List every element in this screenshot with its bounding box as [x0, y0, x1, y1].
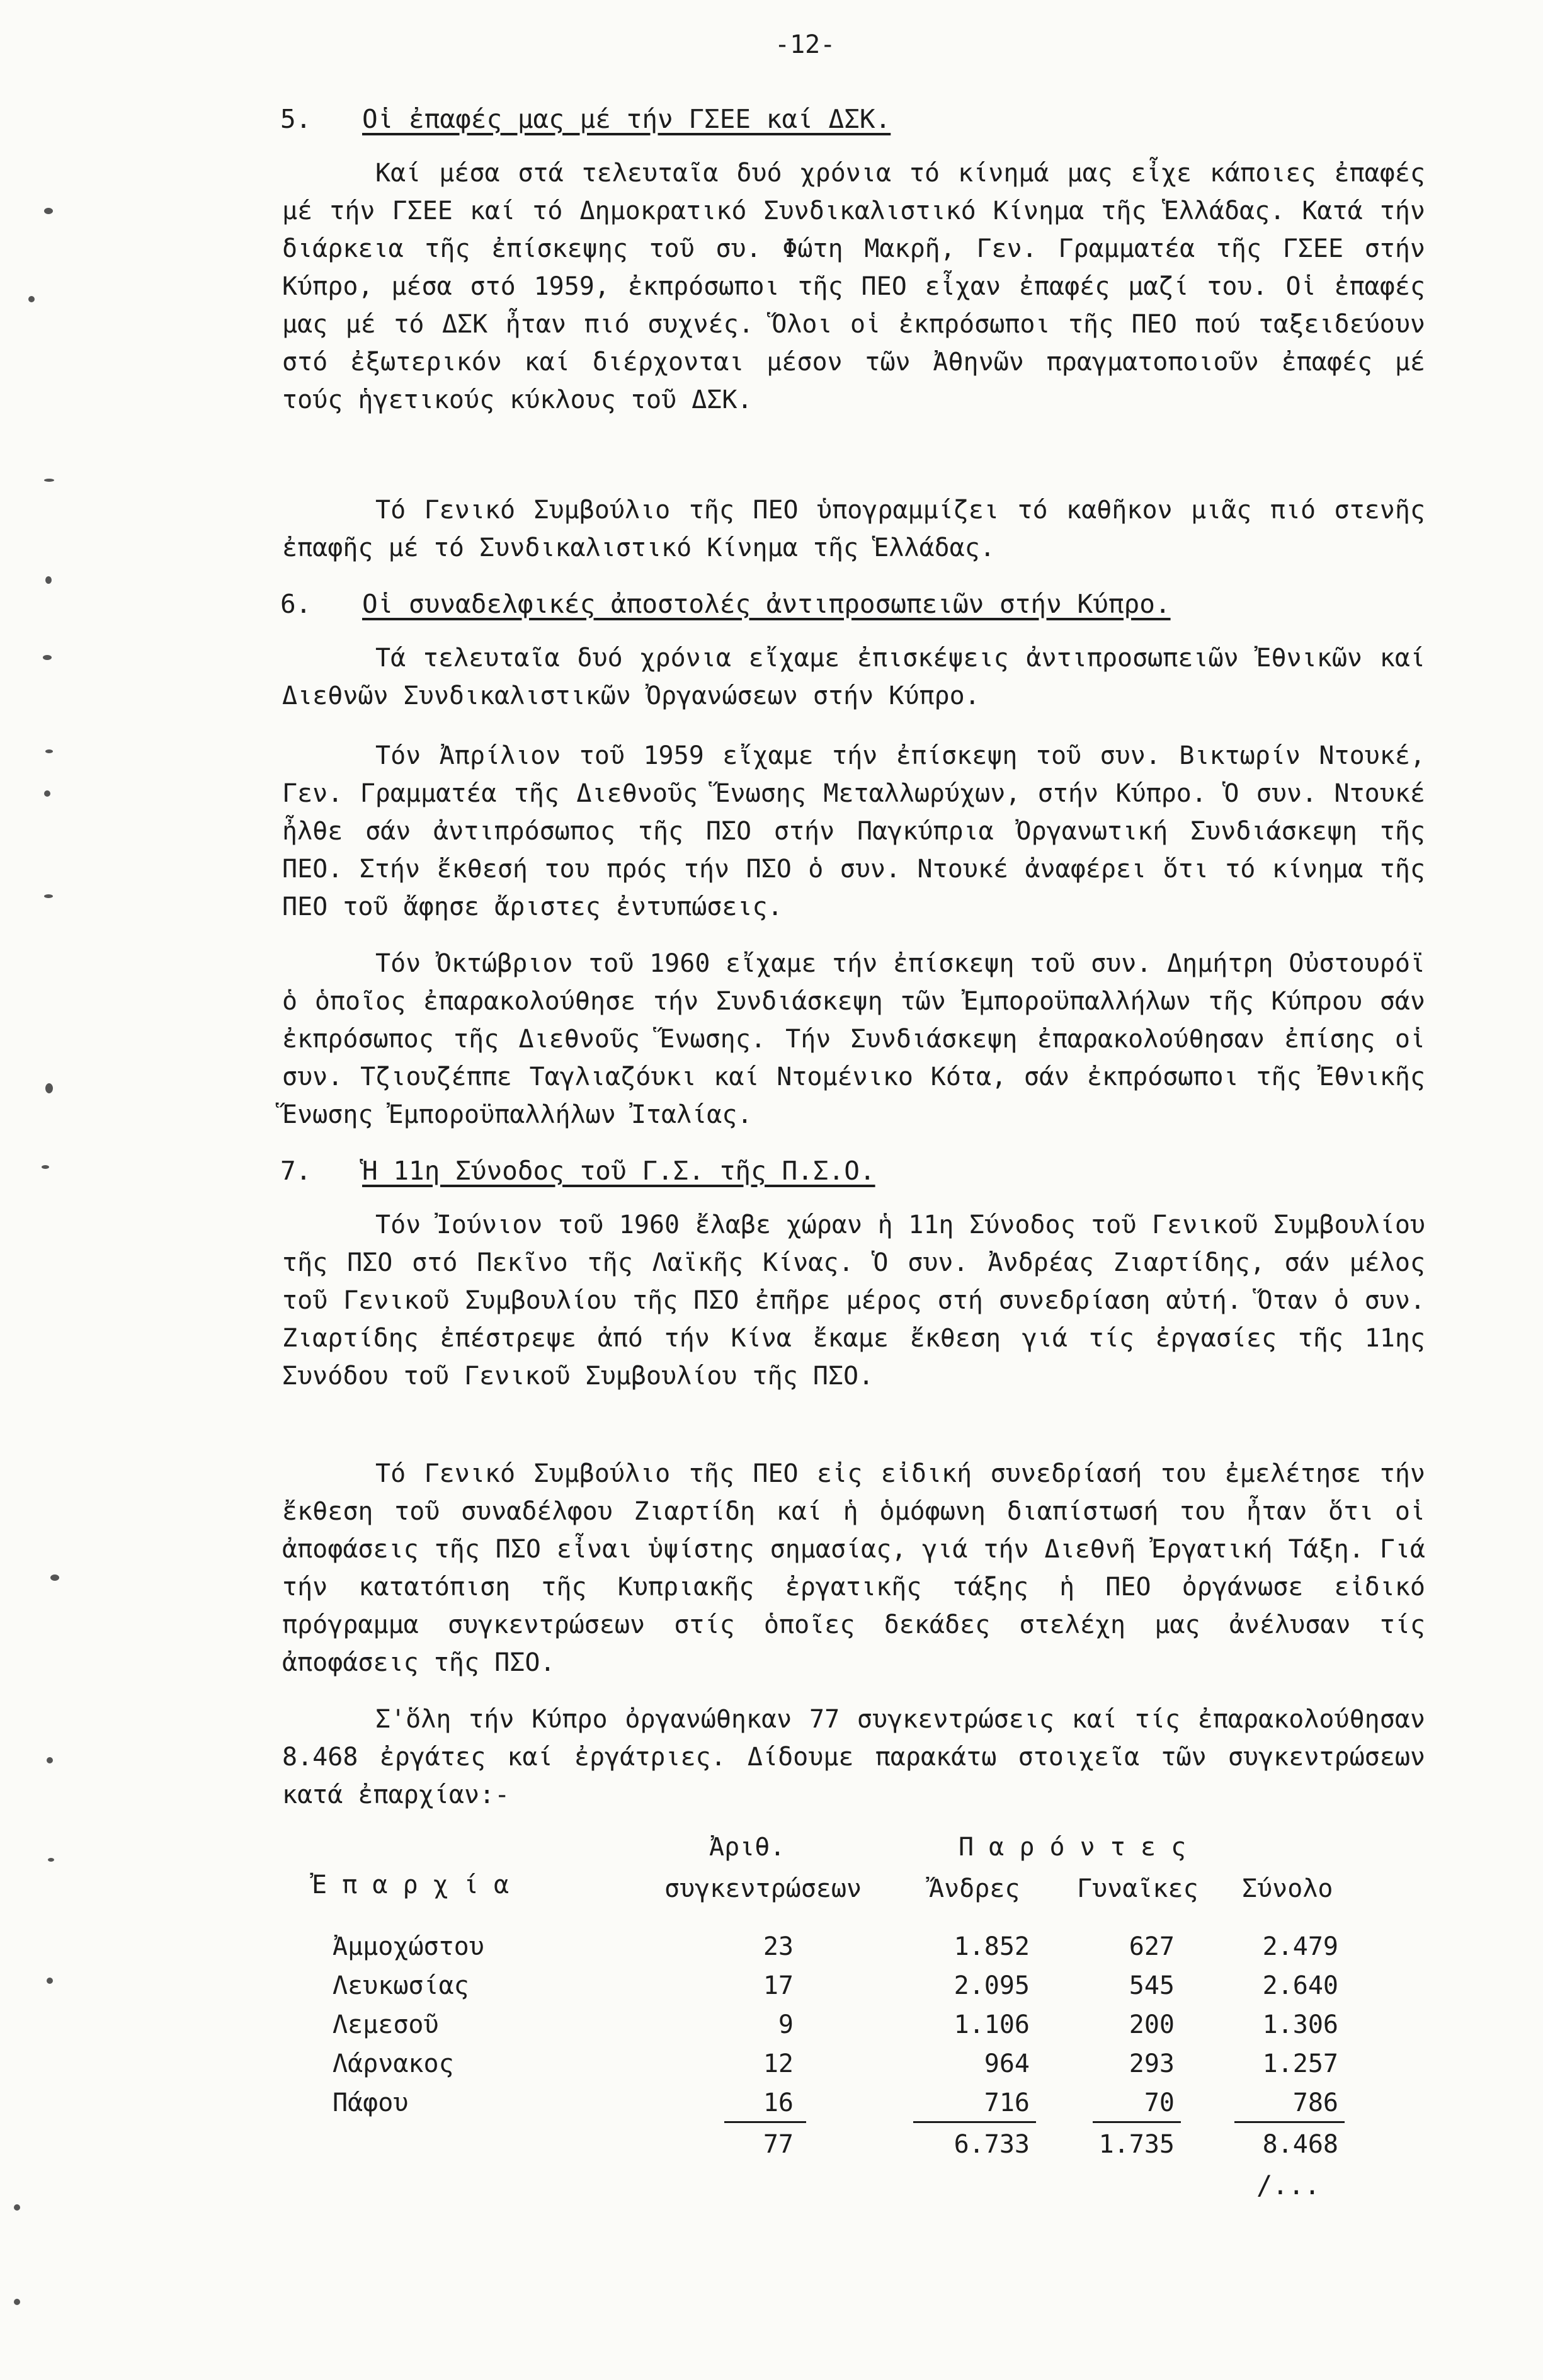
section-number: 5.	[280, 104, 312, 134]
row-eparchia: Λεμεσοῦ	[333, 2010, 439, 2039]
header-arith: Ἀριθ.	[709, 1833, 785, 1862]
row-gynaikes: 200	[1129, 2010, 1175, 2039]
row-sygkentroseis: 23	[763, 1932, 794, 1961]
row-eparchia: Λευκωσίας	[333, 1971, 469, 2000]
row-synolo: 1.257	[1262, 2049, 1338, 2078]
scan-speck	[50, 1574, 59, 1581]
section-title: Οἱ συναδελφικές ἀποστολές ἀντιπροσωπειῶν στήν Κύπρο.	[362, 589, 1171, 619]
header-eparchia: Ἐ π α ρ χ ί α	[312, 1870, 510, 1899]
scan-speck	[44, 479, 54, 482]
row-gynaikes: 545	[1129, 1971, 1175, 2000]
scan-speck	[42, 1165, 49, 1169]
scan-speck	[45, 1083, 53, 1093]
total-sygkentroseis: 77	[763, 2130, 794, 2159]
section-title: Ἡ 11η Σύνοδος τοῦ Γ.Σ. τῆς Π.Σ.Ο.	[362, 1156, 875, 1186]
paragraph: Τόν Ἀπρίλιον τοῦ 1959 εἴχαμε τήν ἐπίσκεψη τοῦ συν. Βικτωρίν Ντουκέ, Γεν. Γραμματέα τῆς Διεθνοῦς Ἕνωσης Μεταλλωρύχων, στήν Κύπρο. Ὁ συν. Ντουκέ ἦλθε σάν ἀντιπρόσωπος τῆς ΠΣΟ στήν Παγκύπρια Ὀργανωτική Συνδιάσκεψη τῆς ΠΕΟ. Στήν ἔκθεσή του πρός τήν ΠΣΟ ὁ συν. Ντουκέ ἀναφέρει ὅτι τό κίνημα τῆς ΠΕΟ τοῦ ἄφησε ἄριστες ἐντυπώσεις.	[282, 741, 1425, 921]
row-synolo: 786	[1292, 2088, 1338, 2117]
paragraph: Τόν Ἰούνιον τοῦ 1960 ἔλαβε χώραν ἡ 11η Σύνοδος τοῦ Γενικοῦ Συμβουλίου τῆς ΠΣΟ στό Πεκῖνο τῆς Λαϊκῆς Κίνας. Ὁ συν. Ἀνδρέας Ζιαρτίδης, σάν μέλος τοῦ Γενικοῦ Συμβουλίου τῆς ΠΣΟ ἐπῆρε μέρος στή συνεδρίαση αὐτή. Ὅταν ὁ συν. Ζιαρτίδης ἐπέστρεψε ἀπό τήν Κίνα ἔκαμε ἔκθεση γιά τίς ἐργασίες τῆς 11ης Συνόδου τοῦ Γενικοῦ Συμβουλίου τῆς ΠΣΟ.	[282, 1210, 1425, 1391]
scan-speck	[47, 1757, 53, 1763]
total-gynaikes: 1.735	[1098, 2130, 1175, 2159]
paragraph: Τά τελευταῖα δυό χρόνια εἴχαμε ἐπισκέψεις ἀντιπροσωπειῶν Ἐθνικῶν καί Διεθνῶν Συνδικαλιστικῶν Ὀργανώσεων στήν Κύπρο.	[282, 644, 1425, 710]
section-heading	[280, 1156, 875, 1186]
row-sygkentroseis: 12	[763, 2049, 794, 2078]
scan-speck	[47, 1978, 53, 1984]
header-andres: Ἄνδρες	[929, 1874, 1020, 1903]
row-eparchia: Πάφου	[333, 2088, 409, 2117]
header-gynaikes: Γυναῖκες	[1077, 1874, 1199, 1903]
scan-speck	[45, 749, 53, 753]
row-synolo: 2.640	[1262, 1971, 1338, 2000]
scan-speck	[14, 2299, 20, 2305]
row-sygkentroseis: 9	[778, 2010, 794, 2039]
row-gynaikes: 293	[1129, 2049, 1175, 2078]
section-number: 7.	[280, 1156, 312, 1186]
section-title: Οἱ ἐπαφές μας μέ τήν ΓΣΕΕ καί ΔΣΚ.	[362, 104, 891, 134]
page-number: -12-	[775, 30, 836, 59]
row-sygkentroseis: 16	[763, 2088, 794, 2117]
scan-speck	[48, 1858, 54, 1862]
paragraph: Καί μέσα στά τελευταῖα δυό χρόνια τό κίνημά μας εἶχε κάποιες ἐπαφές μέ τήν ΓΣΕΕ καί τό Δημοκρατικό Συνδικαλιστικό Κίνημα τῆς Ἑλλάδας. Κατά τήν διάρκεια τῆς ἐπίσκεψης τοῦ συ. Φώτη Μακρῆ, Γεν. Γραμματέα τῆς ΓΣΕΕ στήν Κύπρο, μέσα στό 1959, ἐκπρόσωποι τῆς ΠΕΟ εἶχαν ἐπαφές μαζί του. Οἱ ἐπαφές μας μέ τό ΔΣΚ ἦταν πιό συχνές. Ὅλοι οἱ ἐκπρόσωποι τῆς ΠΕΟ πού ταξειδεύουν στό ἐξωτερικόν καί διέρχονται μέσον τῶν Ἀθηνῶν πραγματοποιοῦν ἐπαφές μέ τούς ἡγετικούς κύκλους τοῦ ΔΣΚ.	[282, 159, 1425, 414]
paragraph: Σ'ὅλη τήν Κύπρο ὀργανώθηκαν 77 συγκεντρώσεις καί τίς ἐπαρακολούθησαν 8.468 ἐργάτες καί ἐργάτριες. Δίδουμε παρακάτω στοιχεῖα τῶν συγκεντρώσεων κατά ἐπαρχίαν:-	[282, 1705, 1425, 1809]
section-heading	[280, 104, 891, 134]
total-andres: 6.733	[954, 2130, 1030, 2159]
row-andres: 1.106	[954, 2010, 1030, 2039]
scan-speck	[44, 208, 53, 214]
continuation-mark: /...	[1256, 2170, 1321, 2201]
paragraph: Τό Γενικό Συμβούλιο τῆς ΠΕΟ εἰς εἰδική συνεδρίασή του ἐμελέτησε τήν ἔκθεση τοῦ συναδέλφου Ζιαρτίδη καί ἡ ὁμόφωνη διαπίστωσή του ἦταν ὅτι οἱ ἀποφάσεις τῆς ΠΣΟ εἶναι ὑψίστης σημασίας, γιά τήν Διεθνῆ Ἐργατική Τάξη. Γιά τήν κατατόπιση τῆς Κυπριακῆς ἐργατικῆς τάξης ἡ ΠΕΟ ὀργάνωσε εἰδικό πρόγραμμα συγκεντρώσεων στίς ὁποῖες δεκάδες στελέχη μας ἀνέλυσαν τίς ἀποφάσεις τῆς ΠΣΟ.	[282, 1459, 1425, 1677]
scan-speck	[28, 296, 35, 302]
scan-speck	[44, 790, 50, 797]
row-andres: 964	[984, 2049, 1030, 2078]
scan-speck	[14, 2204, 20, 2211]
total-synolo: 8.468	[1262, 2130, 1338, 2159]
sum-rule	[913, 2121, 1036, 2123]
paragraph: Τό Γενικό Συμβούλιο τῆς ΠΕΟ ὑπογραμμίζει τό καθῆκον μιᾶς πιό στενῆς ἐπαφῆς μέ τό Συνδικαλιστικό Κίνημα τῆς Ἑλλάδας.	[282, 496, 1425, 562]
section-heading	[280, 589, 1171, 619]
row-synolo: 1.306	[1262, 2010, 1338, 2039]
sum-rule	[1093, 2121, 1181, 2123]
attendance-table	[0, 1826, 1543, 2204]
paragraph: Τόν Ὀκτώβριον τοῦ 1960 εἴχαμε τήν ἐπίσκεψη τοῦ συν. Δημήτρη Οὐστουρόϊ ὁ ὁποῖος ἐπαρακολούθησε τήν Συνδιάσκεψη τῶν Ἐμποροϋπαλλήλων τῆς Κύπρου σάν ἐκπρόσωπος τῆς Διεθνοῦς Ἕνωσης. Τήν Συνδιάσκεψη ἐπαρακολούθησαν ἐπίσης οἱ συν. Τζιουζέππε Ταγλιαζόυκι καί Ντομένικο Κότα, σάν ἐκπρόσωποι τῆς Ἐθνικῆς Ἕνωσης Ἐμποροϋπαλλήλων Ἰταλίας.	[282, 949, 1425, 1129]
section-number: 6.	[280, 589, 312, 619]
row-sygkentroseis: 17	[763, 1971, 794, 2000]
row-andres: 716	[984, 2088, 1030, 2117]
scan-speck	[45, 576, 52, 584]
sum-rule	[724, 2121, 806, 2123]
header-sygkentroseis: συγκεντρώσεων	[664, 1874, 862, 1903]
row-gynaikes: 70	[1144, 2088, 1175, 2117]
header-synolo: Σύνολο	[1242, 1874, 1333, 1903]
row-gynaikes: 627	[1129, 1932, 1175, 1961]
scan-speck	[44, 894, 53, 898]
header-parontes: Π α ρ ό ν τ ε ς	[959, 1833, 1187, 1862]
row-andres: 1.852	[954, 1932, 1030, 1961]
row-eparchia: Λάρνακος	[333, 2049, 454, 2078]
row-eparchia: Ἀμμοχώστου	[333, 1932, 484, 1961]
row-andres: 2.095	[954, 1971, 1030, 2000]
row-synolo: 2.479	[1262, 1932, 1338, 1961]
sum-rule	[1234, 2121, 1345, 2123]
scan-speck	[43, 655, 52, 660]
